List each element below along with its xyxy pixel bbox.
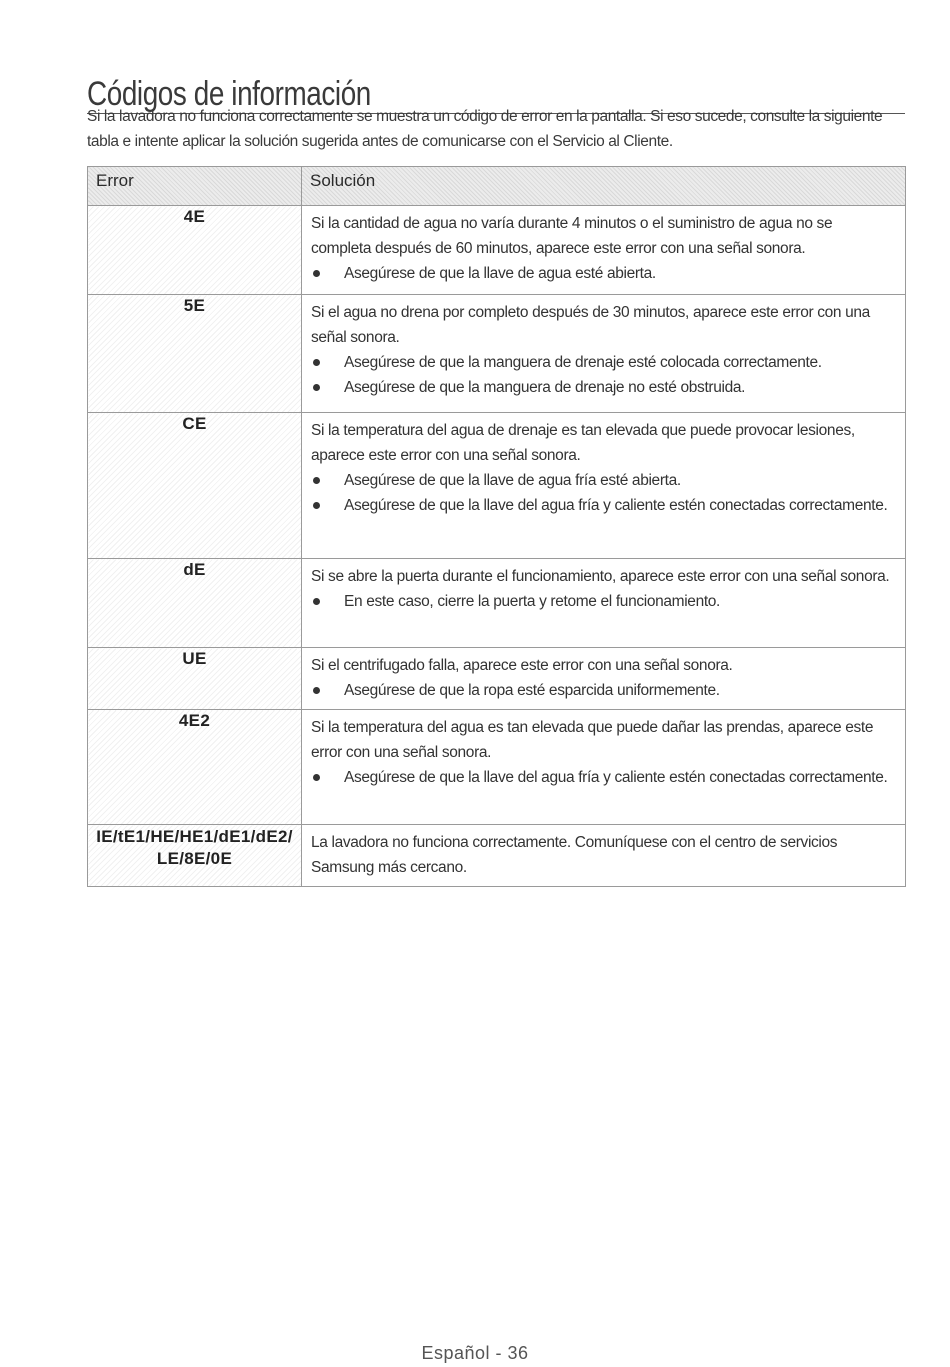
list-item: Asegúrese de que la manguera de drenaje no esté obstruida. bbox=[311, 375, 895, 400]
table-row bbox=[88, 295, 906, 413]
solution-text: Si el agua no drena por completo después de 30 minutos, aparece este error con una señal sonora. bbox=[311, 304, 870, 346]
page-footer: Español - 36 bbox=[421, 1343, 529, 1363]
solution-text: Si se abre la puerta durante el funcionamiento, aparece este error con una señal sonora. bbox=[311, 568, 890, 585]
list-item: Asegúrese de que la llave de agua esté abierta. bbox=[311, 261, 895, 286]
table-header-row bbox=[88, 167, 906, 206]
solution-list bbox=[311, 589, 895, 614]
solution-cell bbox=[302, 825, 906, 887]
solution-list bbox=[311, 350, 895, 400]
list-item: Asegúrese de que la llave del agua fría y caliente estén conectadas correctamente. bbox=[311, 765, 895, 790]
list-item: Asegúrese de que la llave de agua fría esté abierta. bbox=[311, 468, 895, 493]
solution-text: Si la cantidad de agua no varía durante 4 minutos o el suministro de agua no se completa después de 60 minutos, aparece este error con una señal sonora. bbox=[311, 215, 833, 257]
error-code-table bbox=[87, 166, 906, 887]
solution-cell bbox=[302, 295, 906, 413]
table-row bbox=[88, 206, 906, 295]
solution-cell bbox=[302, 206, 906, 295]
error-code-line: LE/8E/0E bbox=[156, 849, 233, 868]
error-code: dE bbox=[88, 559, 302, 648]
solution-text: La lavadora no funciona correctamente. Comuníquese con el centro de servicios Samsung más cercano. bbox=[311, 834, 838, 876]
solution-list bbox=[311, 765, 895, 790]
error-code bbox=[88, 825, 302, 887]
solution-cell bbox=[302, 559, 906, 648]
table-row bbox=[88, 413, 906, 559]
solution-list bbox=[311, 468, 895, 518]
solution-list bbox=[311, 261, 895, 286]
table-row bbox=[88, 648, 906, 710]
list-item: En este caso, cierre la puerta y retome el funcionamiento. bbox=[311, 589, 895, 614]
error-code: UE bbox=[88, 648, 302, 710]
list-item: Asegúrese de que la manguera de drenaje esté colocada correctamente. bbox=[311, 350, 895, 375]
error-code: 4E bbox=[88, 206, 302, 295]
header-error: Error bbox=[88, 167, 302, 206]
error-code: 4E2 bbox=[88, 710, 302, 825]
solution-text: Si la temperatura del agua es tan elevada que puede dañar las prendas, aparece este error con una señal sonora. bbox=[311, 719, 874, 761]
solution-text: Si el centrifugado falla, aparece este error con una señal sonora. bbox=[311, 657, 733, 674]
header-solution: Solución bbox=[302, 167, 906, 206]
table-row bbox=[88, 825, 906, 887]
table-row bbox=[88, 559, 906, 648]
page-title: Códigos de información bbox=[87, 75, 905, 114]
solution-cell bbox=[302, 648, 906, 710]
solution-cell bbox=[302, 413, 906, 559]
intro-paragraph: Si la lavadora no funciona correctamente se muestra un código de error en la pantalla. Si eso sucede, consulte la siguiente tabla e intente aplicar la solución sugerida antes de comunicarse con el Servicio al Cliente. bbox=[87, 108, 883, 150]
error-code: 5E bbox=[88, 295, 302, 413]
error-code-line: IE/tE1/HE/HE1/dE1/dE2/ bbox=[96, 827, 293, 846]
table-row bbox=[88, 710, 906, 825]
error-code: CE bbox=[88, 413, 302, 559]
solution-list bbox=[311, 678, 895, 703]
list-item: Asegúrese de que la ropa esté esparcida uniformemente. bbox=[311, 678, 895, 703]
solution-cell bbox=[302, 710, 906, 825]
solution-text: Si la temperatura del agua de drenaje es tan elevada que puede provocar lesiones, aparece este error con una señal sonora. bbox=[311, 422, 855, 464]
list-item: Asegúrese de que la llave del agua fría y caliente estén conectadas correctamente. bbox=[311, 493, 895, 518]
